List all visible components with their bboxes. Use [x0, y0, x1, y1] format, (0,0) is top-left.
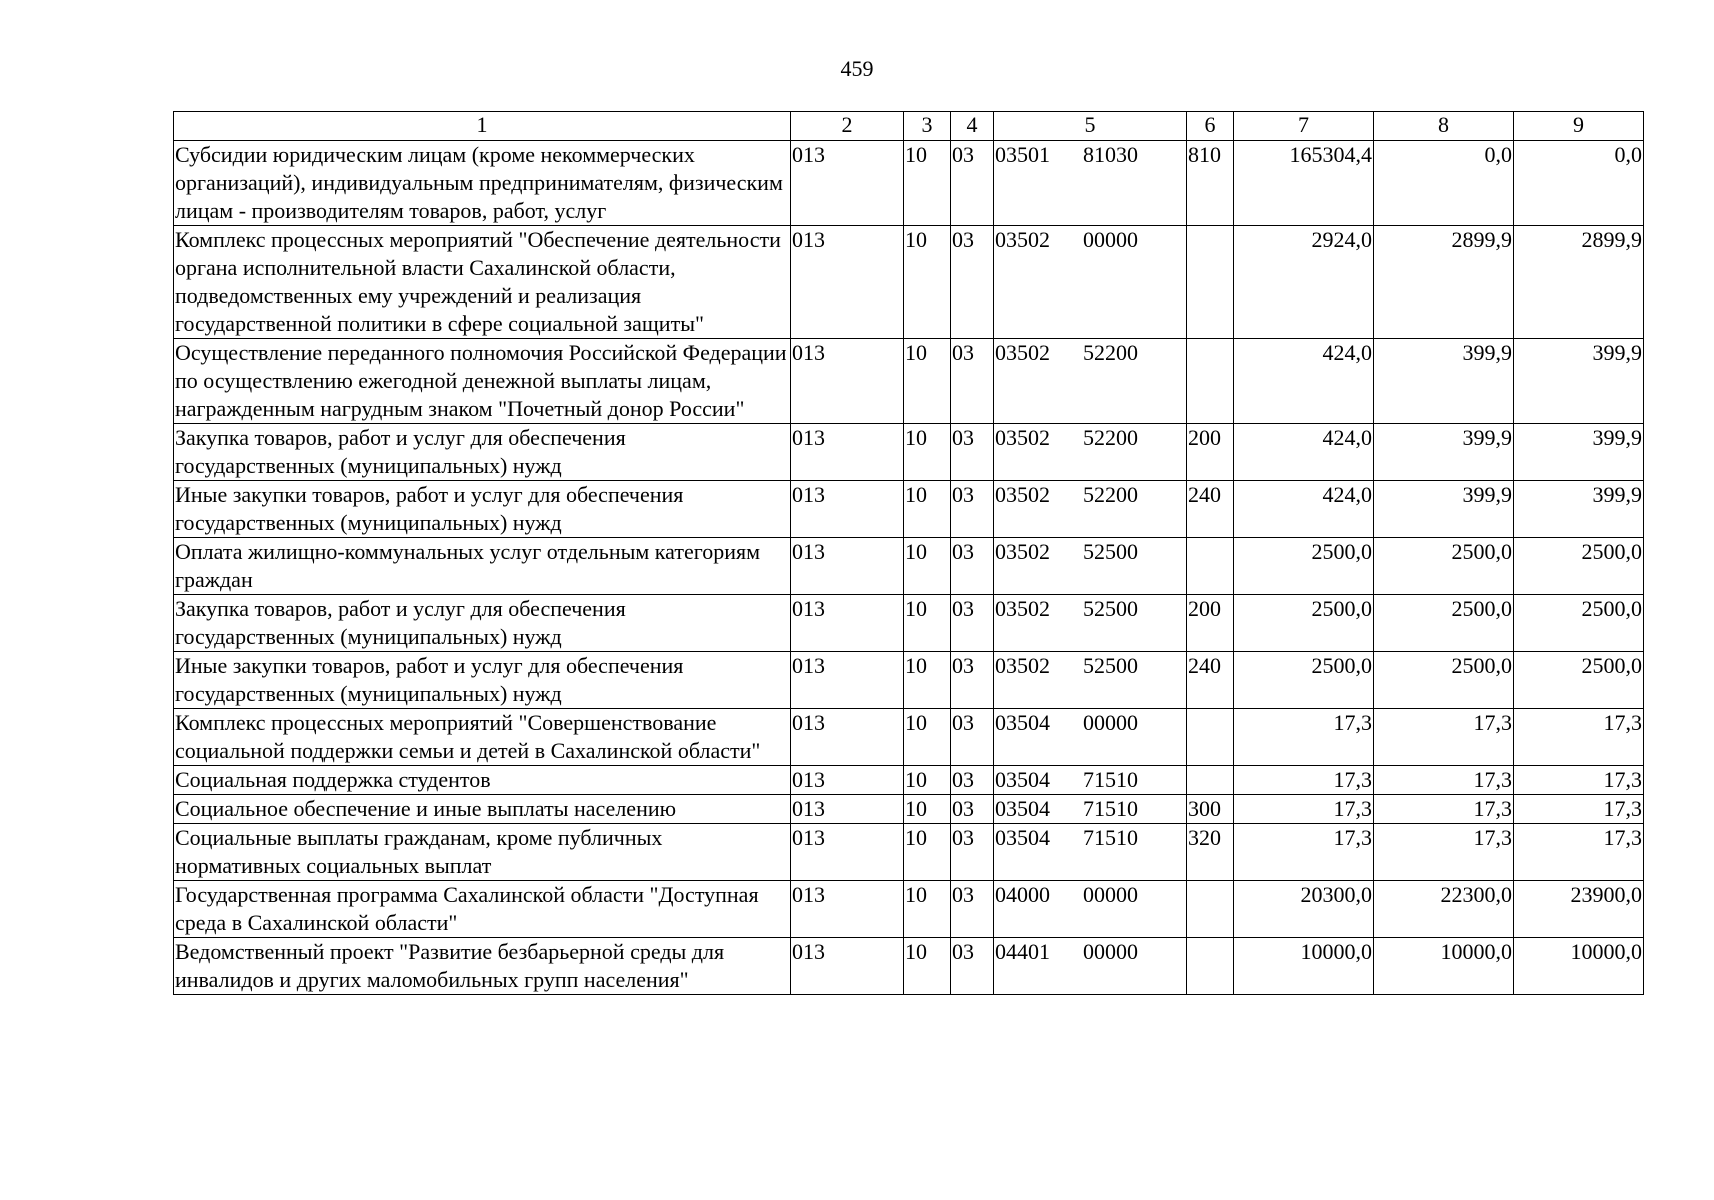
col6-cell: 320 [1187, 824, 1234, 881]
col5-cell [994, 481, 1187, 538]
program-code: 04000 [995, 882, 1050, 907]
table-body [174, 141, 1644, 995]
col4-cell: 03 [951, 339, 994, 424]
col4-cell: 03 [951, 141, 994, 226]
col8-cell: 17,3 [1374, 824, 1514, 881]
table-row [174, 424, 1644, 481]
col6-cell [1187, 881, 1234, 938]
program-code: 03502 [995, 227, 1050, 252]
name-cell: Иные закупки товаров, работ и услуг для обеспечения государственных (муниципальных) нужд [174, 652, 791, 709]
table-header-row [174, 112, 1644, 141]
col4-cell: 03 [951, 226, 994, 339]
col9-cell: 399,9 [1514, 339, 1644, 424]
col9-cell: 2899,9 [1514, 226, 1644, 339]
name-cell: Государственная программа Сахалинской области "Доступная среда в Сахалинской области" [174, 881, 791, 938]
col7-cell: 20300,0 [1234, 881, 1374, 938]
col8-cell: 399,9 [1374, 481, 1514, 538]
header-col-9: 9 [1514, 112, 1644, 141]
col4-cell: 03 [951, 595, 994, 652]
col4-cell: 03 [951, 881, 994, 938]
page-number: 459 [840, 56, 874, 81]
col6-cell [1187, 709, 1234, 766]
col7-cell: 17,3 [1234, 766, 1374, 795]
col4-cell: 03 [951, 709, 994, 766]
table-row [174, 595, 1644, 652]
direction-code: 71510 [1083, 767, 1138, 792]
col2-cell: 013 [791, 652, 904, 709]
direction-code: 81030 [1083, 142, 1138, 167]
col8-cell: 2500,0 [1374, 652, 1514, 709]
col6-cell [1187, 339, 1234, 424]
table-row [174, 339, 1644, 424]
col2-cell: 013 [791, 481, 904, 538]
program-code: 03504 [995, 825, 1050, 850]
col5-cell [994, 766, 1187, 795]
col5-cell [994, 824, 1187, 881]
table-row [174, 652, 1644, 709]
name-cell: Закупка товаров, работ и услуг для обеспечения государственных (муниципальных) нужд [174, 424, 791, 481]
name-cell: Комплекс процессных мероприятий "Совершенствование социальной поддержки семьи и детей в Сахалинской области" [174, 709, 791, 766]
col6-cell: 300 [1187, 795, 1234, 824]
col3-cell: 10 [904, 824, 951, 881]
col7-cell: 17,3 [1234, 795, 1374, 824]
name-cell: Оплата жилищно-коммунальных услуг отдельным категориям граждан [174, 538, 791, 595]
program-code: 03504 [995, 710, 1050, 735]
col7-cell: 17,3 [1234, 824, 1374, 881]
col8-cell: 2500,0 [1374, 595, 1514, 652]
name-cell: Субсидии юридическим лицам (кроме некоммерческих организаций), индивидуальным предпринимателям, физическим лицам - производителям товаров, работ, услуг [174, 141, 791, 226]
col2-cell: 013 [791, 538, 904, 595]
direction-code: 52500 [1083, 596, 1138, 621]
col5-cell [994, 141, 1187, 226]
table-row [174, 824, 1644, 881]
col8-cell: 399,9 [1374, 424, 1514, 481]
col9-cell: 17,3 [1514, 709, 1644, 766]
col6-cell: 200 [1187, 424, 1234, 481]
col9-cell: 23900,0 [1514, 881, 1644, 938]
col9-cell: 2500,0 [1514, 652, 1644, 709]
col3-cell: 10 [904, 938, 951, 995]
col3-cell: 10 [904, 595, 951, 652]
col4-cell: 03 [951, 795, 994, 824]
col9-cell: 0,0 [1514, 141, 1644, 226]
col2-cell: 013 [791, 424, 904, 481]
col4-cell: 03 [951, 538, 994, 595]
program-code: 03502 [995, 653, 1050, 678]
col3-cell: 10 [904, 141, 951, 226]
col5-cell [994, 424, 1187, 481]
program-code: 04401 [995, 939, 1050, 964]
header-col-2: 2 [791, 112, 904, 141]
program-code: 03501 [995, 142, 1050, 167]
col9-cell: 2500,0 [1514, 595, 1644, 652]
direction-code: 52200 [1083, 425, 1138, 450]
col2-cell: 013 [791, 226, 904, 339]
col6-cell: 810 [1187, 141, 1234, 226]
col3-cell: 10 [904, 795, 951, 824]
col6-cell [1187, 226, 1234, 339]
col7-cell: 424,0 [1234, 481, 1374, 538]
col5-cell [994, 538, 1187, 595]
col6-cell: 240 [1187, 652, 1234, 709]
col7-cell: 17,3 [1234, 709, 1374, 766]
col3-cell: 10 [904, 339, 951, 424]
col3-cell: 10 [904, 481, 951, 538]
table-row [174, 481, 1644, 538]
direction-code: 00000 [1083, 710, 1138, 735]
col4-cell: 03 [951, 766, 994, 795]
col2-cell: 013 [791, 141, 904, 226]
col2-cell: 013 [791, 709, 904, 766]
program-code: 03502 [995, 482, 1050, 507]
col6-cell: 240 [1187, 481, 1234, 538]
col2-cell: 013 [791, 766, 904, 795]
col9-cell: 17,3 [1514, 766, 1644, 795]
col3-cell: 10 [904, 709, 951, 766]
col5-cell [994, 881, 1187, 938]
col8-cell: 2899,9 [1374, 226, 1514, 339]
name-cell: Социальные выплаты гражданам, кроме публичных нормативных социальных выплат [174, 824, 791, 881]
col8-cell: 2500,0 [1374, 538, 1514, 595]
program-code: 03504 [995, 767, 1050, 792]
col3-cell: 10 [904, 652, 951, 709]
direction-code: 52200 [1083, 340, 1138, 365]
col7-cell: 2500,0 [1234, 595, 1374, 652]
direction-code: 52500 [1083, 539, 1138, 564]
col7-cell: 2924,0 [1234, 226, 1374, 339]
col5-cell [994, 652, 1187, 709]
direction-code: 00000 [1083, 227, 1138, 252]
col3-cell: 10 [904, 766, 951, 795]
program-code: 03502 [995, 596, 1050, 621]
header-col-7: 7 [1234, 112, 1374, 141]
header-col-5: 5 [994, 112, 1187, 141]
col8-cell: 17,3 [1374, 766, 1514, 795]
col5-cell [994, 795, 1187, 824]
col7-cell: 2500,0 [1234, 538, 1374, 595]
col8-cell: 10000,0 [1374, 938, 1514, 995]
table-row [174, 538, 1644, 595]
direction-code: 71510 [1083, 796, 1138, 821]
direction-code: 00000 [1083, 939, 1138, 964]
col2-cell: 013 [791, 824, 904, 881]
name-cell: Социальное обеспечение и иные выплаты населению [174, 795, 791, 824]
direction-code: 52200 [1083, 482, 1138, 507]
col5-cell [994, 938, 1187, 995]
col4-cell: 03 [951, 824, 994, 881]
col7-cell: 424,0 [1234, 424, 1374, 481]
header-col-6: 6 [1187, 112, 1234, 141]
col8-cell: 17,3 [1374, 795, 1514, 824]
table-row [174, 141, 1644, 226]
table-row [174, 709, 1644, 766]
col4-cell: 03 [951, 652, 994, 709]
table-row [174, 766, 1644, 795]
col5-cell [994, 595, 1187, 652]
header-col-8: 8 [1374, 112, 1514, 141]
col4-cell: 03 [951, 424, 994, 481]
table-row [174, 795, 1644, 824]
direction-code: 52500 [1083, 653, 1138, 678]
col6-cell [1187, 538, 1234, 595]
program-code: 03504 [995, 796, 1050, 821]
direction-code: 71510 [1083, 825, 1138, 850]
col8-cell: 17,3 [1374, 709, 1514, 766]
col3-cell: 10 [904, 881, 951, 938]
col6-cell: 200 [1187, 595, 1234, 652]
col3-cell: 10 [904, 424, 951, 481]
col2-cell: 013 [791, 595, 904, 652]
col7-cell: 2500,0 [1234, 652, 1374, 709]
table-row [174, 938, 1644, 995]
col9-cell: 399,9 [1514, 481, 1644, 538]
name-cell: Комплекс процессных мероприятий "Обеспечение деятельности органа исполнительной власти Сахалинской области, подведомственных ему учреждений и реализация государственной политики в сфере социальной защиты" [174, 226, 791, 339]
col2-cell: 013 [791, 881, 904, 938]
name-cell: Закупка товаров, работ и услуг для обеспечения государственных (муниципальных) нужд [174, 595, 791, 652]
col3-cell: 10 [904, 226, 951, 339]
col8-cell: 0,0 [1374, 141, 1514, 226]
col8-cell: 22300,0 [1374, 881, 1514, 938]
col6-cell [1187, 766, 1234, 795]
col9-cell: 2500,0 [1514, 538, 1644, 595]
program-code: 03502 [995, 340, 1050, 365]
name-cell: Ведомственный проект "Развитие безбарьерной среды для инвалидов и других маломобильных групп населения" [174, 938, 791, 995]
table-row [174, 881, 1644, 938]
col7-cell: 165304,4 [1234, 141, 1374, 226]
col6-cell [1187, 938, 1234, 995]
col7-cell: 10000,0 [1234, 938, 1374, 995]
direction-code: 00000 [1083, 882, 1138, 907]
col2-cell: 013 [791, 795, 904, 824]
col9-cell: 10000,0 [1514, 938, 1644, 995]
header-col-4: 4 [951, 112, 994, 141]
header-col-3: 3 [904, 112, 951, 141]
col4-cell: 03 [951, 481, 994, 538]
budget-table [173, 111, 1644, 995]
col5-cell [994, 709, 1187, 766]
col3-cell: 10 [904, 538, 951, 595]
col5-cell [994, 226, 1187, 339]
col4-cell: 03 [951, 938, 994, 995]
program-code: 03502 [995, 425, 1050, 450]
col9-cell: 399,9 [1514, 424, 1644, 481]
col9-cell: 17,3 [1514, 824, 1644, 881]
col7-cell: 424,0 [1234, 339, 1374, 424]
col9-cell: 17,3 [1514, 795, 1644, 824]
table-row [174, 226, 1644, 339]
col5-cell [994, 339, 1187, 424]
name-cell: Социальная поддержка студентов [174, 766, 791, 795]
col2-cell: 013 [791, 938, 904, 995]
name-cell: Иные закупки товаров, работ и услуг для обеспечения государственных (муниципальных) нужд [174, 481, 791, 538]
header-col-1: 1 [174, 112, 791, 141]
program-code: 03502 [995, 539, 1050, 564]
name-cell: Осуществление переданного полномочия Российской Федерации по осуществлению ежегодной денежной выплаты лицам, награжденным нагрудным знаком "Почетный донор России" [174, 339, 791, 424]
col2-cell: 013 [791, 339, 904, 424]
col8-cell: 399,9 [1374, 339, 1514, 424]
